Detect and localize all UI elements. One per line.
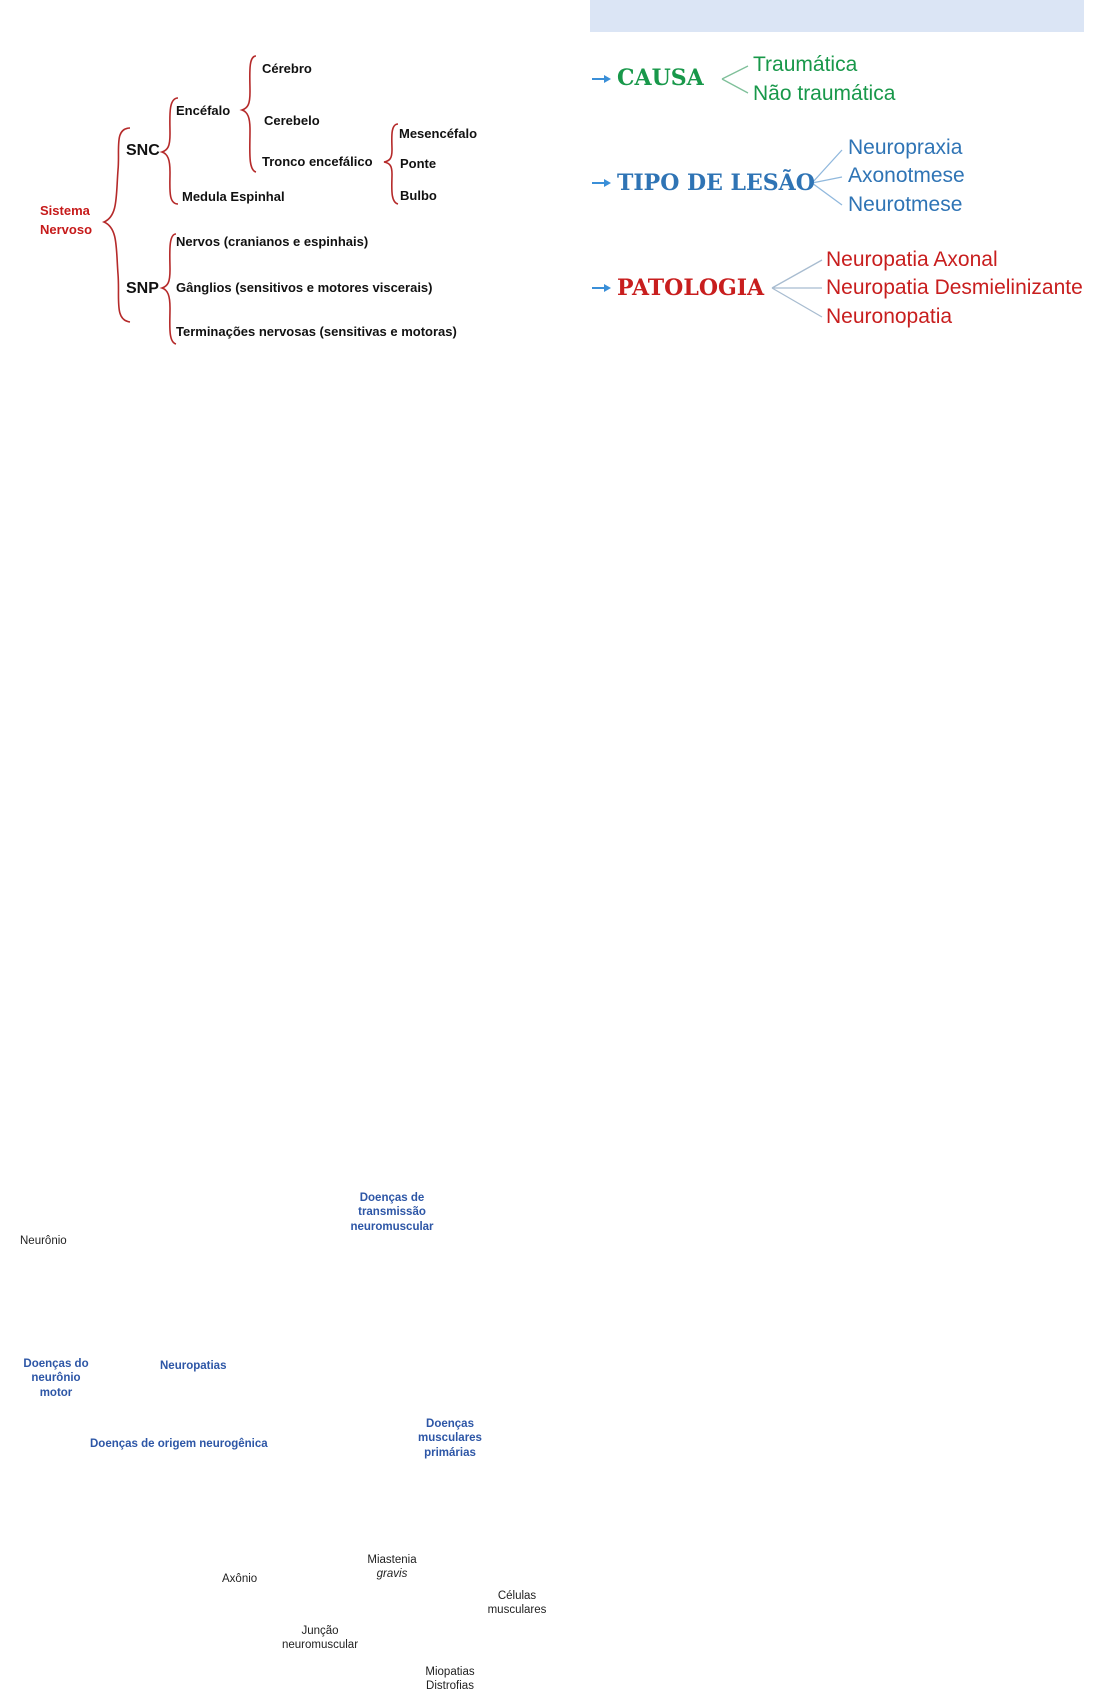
tronco-label: Tronco encefálico <box>262 154 373 169</box>
juncao-label: Junção neuromuscular <box>281 1625 359 1652</box>
doencas-neuronio-motor: Doenças do neurônio motor <box>23 1358 89 1399</box>
miopatias-label: Miopatias Distrofias <box>425 1666 475 1693</box>
medula-label: Medula Espinhal <box>182 189 285 204</box>
doencas-musculares-primarias: Doenças musculares primárias <box>418 1418 482 1459</box>
celulas-label: Células musculares <box>487 1590 547 1617</box>
neuron-illustration <box>0 1180 600 1462</box>
tipo-item: Axonotmese <box>848 164 965 187</box>
snp-label: SNP <box>126 280 159 297</box>
neuronio-label: Neurônio <box>20 1235 67 1247</box>
bulbo-label: Bulbo <box>400 188 437 203</box>
miastenia-label: Miastenia gravis <box>367 1554 417 1581</box>
doencas-transmissao: Doenças de transmissão neuromuscular <box>350 1192 434 1233</box>
ponte-label: Ponte <box>400 156 437 171</box>
ganglios-label: Gânglios (sensitivos e motores viscerais) <box>176 280 433 295</box>
patologia-title: PATOLOGIA <box>617 275 765 301</box>
snc-label: SNC <box>126 142 160 159</box>
cerebelo-label: Cerebelo <box>264 113 320 128</box>
nervoso-label: Nervoso <box>40 222 93 237</box>
tipo-item: Neuropraxia <box>848 136 963 159</box>
sistema-label: Sistema <box>40 203 90 218</box>
axonio-label: Axônio <box>222 1573 258 1585</box>
patologia-item: Neuropatia Desmielinizante <box>826 276 1083 299</box>
tipo-item: Neurotmese <box>848 193 963 216</box>
patologia-item: Neuronopatia <box>826 305 953 328</box>
cerebro-label: Cérebro <box>262 61 312 76</box>
nervos-label: Nervos (cranianos e espinhais) <box>176 234 369 249</box>
neuropatias-label: Neuropatias <box>160 1360 227 1372</box>
terminacoes-label: Terminações nervosas (sensitivas e motoras) <box>176 324 457 339</box>
patologia-item: Neuropatia Axonal <box>826 248 998 271</box>
tipo-title: TIPO DE LESÃO <box>617 170 815 196</box>
mesencefalo-label: Mesencéfalo <box>399 126 478 141</box>
causa-item: Traumática <box>753 53 858 76</box>
causa-item: Não traumática <box>753 82 896 105</box>
encefalo-label: Encéfalo <box>176 103 231 118</box>
doencas-origem-neurogenica: Doenças de origem neurogênica <box>90 1438 268 1450</box>
causa-title: CAUSA <box>617 65 704 91</box>
